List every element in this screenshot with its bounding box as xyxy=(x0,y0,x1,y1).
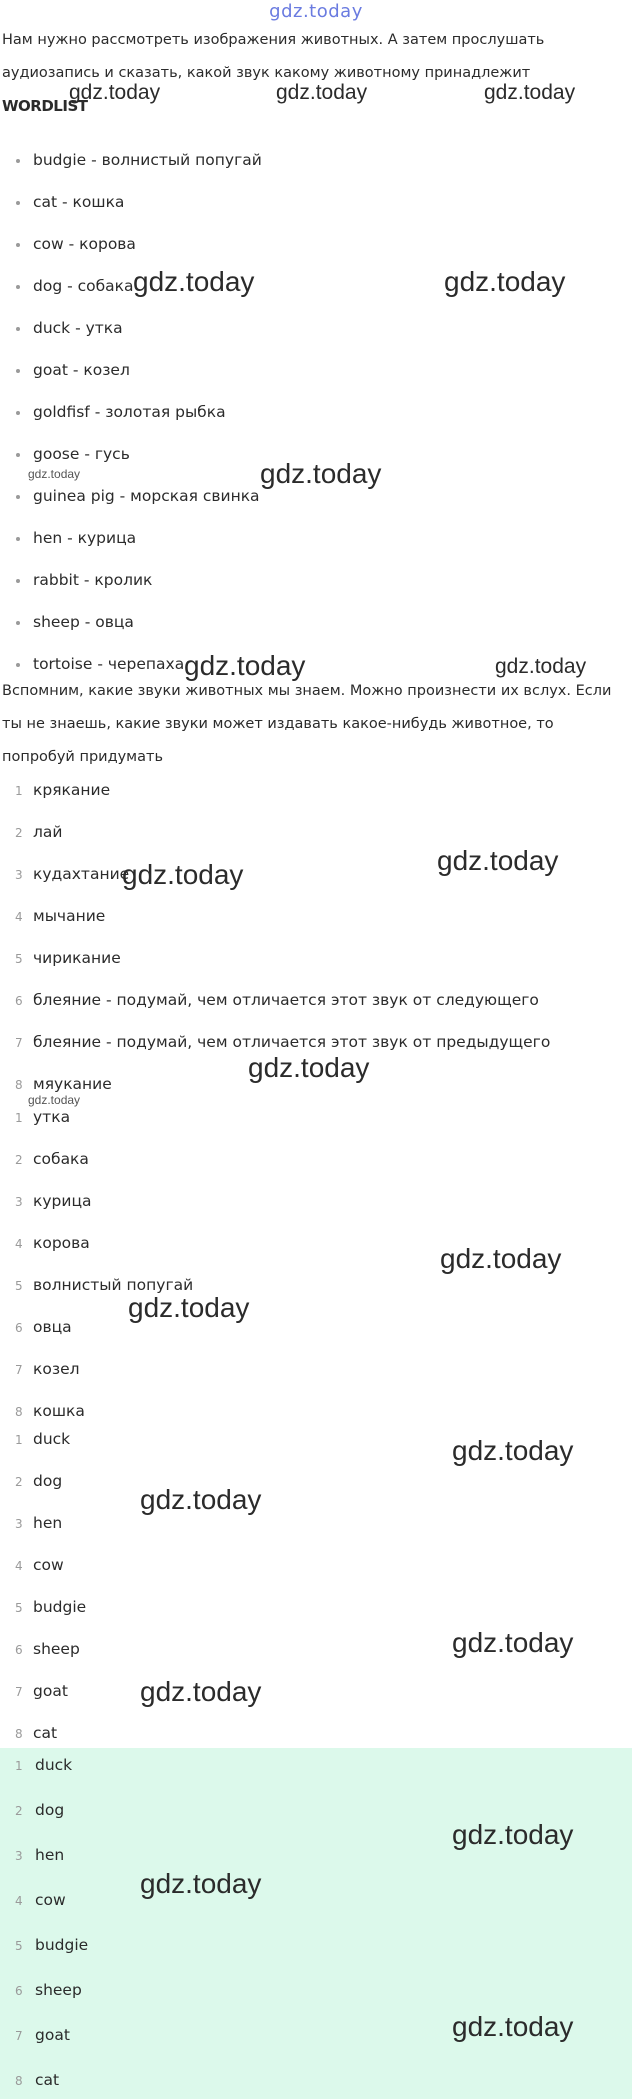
wordlist-entry: sheep - овца xyxy=(33,613,134,631)
item-text: cow xyxy=(35,1891,66,1909)
item-number: 6 xyxy=(15,1321,23,1335)
watermark: gdz.today xyxy=(28,467,81,481)
item-text: goat xyxy=(33,1682,68,1700)
wordlist-entry: cat - кошка xyxy=(33,193,125,211)
wordlist-entry: rabbit - кролик xyxy=(33,571,153,589)
item-number: 8 xyxy=(15,1078,23,1092)
item-number: 4 xyxy=(15,1237,23,1251)
item-text: dog xyxy=(33,1472,63,1490)
watermark: gdz.today xyxy=(452,1819,574,1850)
item-text: волнистый попугай xyxy=(33,1276,194,1294)
item-number: 7 xyxy=(15,1036,23,1050)
watermark: gdz.today xyxy=(28,1093,81,1107)
item-text: cat xyxy=(35,2071,60,2089)
watermark: gdz.today xyxy=(133,266,255,297)
item-number: 4 xyxy=(15,910,23,924)
wordlist-entry: duck - утка xyxy=(33,319,123,337)
item-text: goat xyxy=(35,2026,70,2044)
wordlist-entry: cow - корова xyxy=(33,235,136,253)
item-number: 2 xyxy=(15,1475,23,1489)
item-number: 2 xyxy=(15,1804,23,1818)
item-number: 7 xyxy=(15,2029,23,2043)
item-text: блеяние - подумай, чем отличается этот звук от следующего xyxy=(33,991,539,1009)
item-number: 8 xyxy=(15,2074,23,2088)
item-number: 5 xyxy=(15,1279,23,1293)
item-text: чирикание xyxy=(33,949,121,967)
wordlist-heading: WORDLIST xyxy=(2,97,88,115)
item-number: 8 xyxy=(15,1727,23,1741)
site-logo[interactable]: gdz.today xyxy=(269,1,363,22)
item-text: козел xyxy=(33,1360,80,1378)
answer-panel xyxy=(0,1748,632,2099)
watermark: gdz.today xyxy=(452,2011,574,2042)
wordlist-entry: guinea pig - морская свинка xyxy=(33,487,260,505)
item-number: 1 xyxy=(15,784,23,798)
item-text: cat xyxy=(33,1724,58,1742)
task-intro: Нам нужно рассмотреть изображения животных. А затем прослушать аудиозапись и сказать, какой звук какому животному принадлежит xyxy=(2,32,545,81)
item-text: sheep xyxy=(33,1640,80,1658)
watermark: gdz.today xyxy=(260,458,382,489)
wordlist-entry: goose - гусь xyxy=(33,445,130,463)
wordlist-entry: budgie - волнистый попугай xyxy=(33,151,262,169)
watermark: gdz.today xyxy=(452,1435,574,1466)
item-text: duck xyxy=(33,1430,71,1448)
item-number: 4 xyxy=(15,1559,23,1573)
watermark: gdz.today xyxy=(140,1676,262,1707)
item-number: 3 xyxy=(15,868,23,882)
item-number: 1 xyxy=(15,1111,23,1125)
item-text: овца xyxy=(33,1318,72,1336)
item-text: hen xyxy=(35,1846,65,1864)
item-number: 5 xyxy=(15,952,23,966)
watermark: gdz.today xyxy=(440,1243,562,1274)
watermark: gdz.today xyxy=(495,655,587,678)
watermark: gdz.today xyxy=(140,1868,262,1899)
item-text: крякание xyxy=(33,781,111,799)
item-text: cow xyxy=(33,1556,64,1574)
item-number: 6 xyxy=(15,1643,23,1657)
item-text: корова xyxy=(33,1234,90,1252)
item-text: курица xyxy=(33,1192,92,1210)
watermark: gdz.today xyxy=(122,859,244,890)
wordlist-entry: goat - козел xyxy=(33,361,130,379)
item-number: 2 xyxy=(15,1153,23,1167)
wordlist-entry: hen - курица xyxy=(33,529,137,547)
item-number: 6 xyxy=(15,1984,23,1998)
item-text: sheep xyxy=(35,1981,82,1999)
item-number: 3 xyxy=(15,1849,23,1863)
watermark: gdz.today xyxy=(437,845,559,876)
item-text: утка xyxy=(33,1108,71,1126)
item-text: duck xyxy=(35,1756,73,1774)
item-number: 7 xyxy=(15,1685,23,1699)
watermark: gdz.today xyxy=(248,1052,370,1083)
item-text: мычание xyxy=(33,907,106,925)
watermark: gdz.today xyxy=(69,81,161,104)
watermark: gdz.today xyxy=(184,650,306,681)
watermark: gdz.today xyxy=(140,1484,262,1515)
item-text: лай xyxy=(33,823,63,841)
watermark: gdz.today xyxy=(444,266,566,297)
item-text: hen xyxy=(33,1514,63,1532)
item-number: 5 xyxy=(15,1601,23,1615)
item-number: 4 xyxy=(15,1894,23,1908)
item-number: 6 xyxy=(15,994,23,1008)
item-text: budgie xyxy=(33,1598,87,1616)
item-text: кудахтание xyxy=(33,865,130,883)
item-number: 1 xyxy=(15,1759,23,1773)
wordlist-entry: dog - собака xyxy=(33,277,134,295)
watermark: gdz.today xyxy=(128,1292,250,1323)
item-number: 5 xyxy=(15,1939,23,1953)
item-number: 3 xyxy=(15,1195,23,1209)
item-number: 7 xyxy=(15,1363,23,1377)
watermark: gdz.today xyxy=(276,81,368,104)
item-number: 1 xyxy=(15,1433,23,1447)
item-text: блеяние - подумай, чем отличается этот звук от предыдущего xyxy=(33,1033,551,1051)
item-text: собака xyxy=(33,1150,89,1168)
watermark: gdz.today xyxy=(484,81,576,104)
item-text: dog xyxy=(35,1801,65,1819)
item-text: budgie xyxy=(35,1936,89,1954)
sounds-intro: Вспомним, какие звуки животных мы знаем. Можно произнести их вслух. Если ты не знаешь, какие звуки может издавать какое-нибудь животное, то попробуй придумать xyxy=(2,683,612,765)
watermark: gdz.today xyxy=(452,1627,574,1658)
wordlist-entry: goldfisf - золотая рыбка xyxy=(33,403,226,421)
item-number: 8 xyxy=(15,1405,23,1419)
wordlist-entry: tortoise - черепаха xyxy=(33,655,185,673)
item-number: 3 xyxy=(15,1517,23,1531)
item-text: кошка xyxy=(33,1402,85,1420)
item-text: мяукание xyxy=(33,1075,112,1093)
item-number: 2 xyxy=(15,826,23,840)
